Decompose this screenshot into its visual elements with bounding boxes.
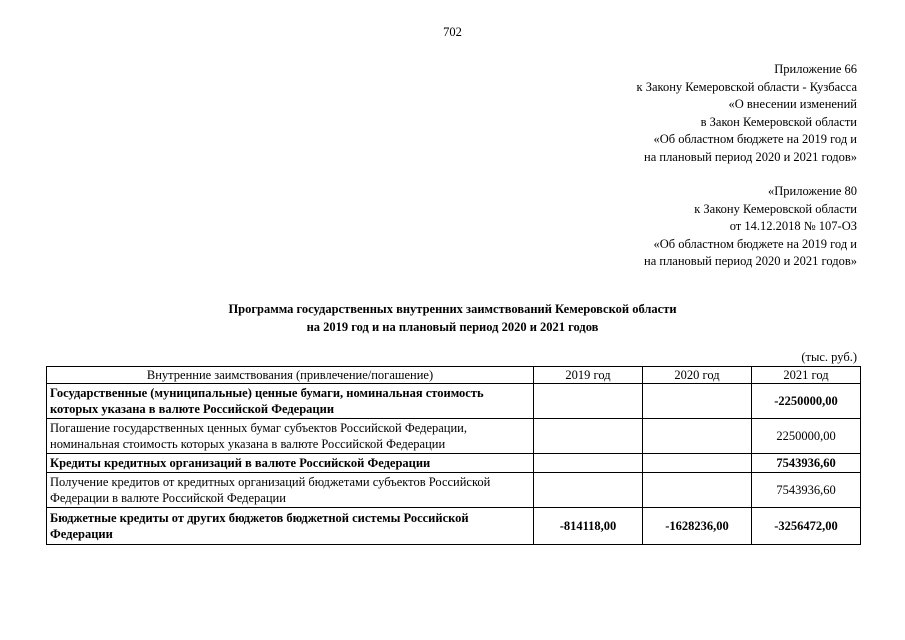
appendix-line: Приложение 66 xyxy=(774,62,857,76)
cell-2021: -2250000,00 xyxy=(752,384,861,419)
appendix-line: «О внесении изменений xyxy=(728,97,857,112)
cell-2020: -1628236,00 xyxy=(643,508,752,545)
appendix-line: к Закону Кемеровской области xyxy=(694,201,857,216)
title-line-1: Программа государственных внутренних заимствований Кемеровской области xyxy=(228,302,677,316)
row-name: Государственные (муниципальные) ценные бумаги, номинальная стоимость которых указана в валюте Российской Федерации xyxy=(47,384,534,419)
appendix-header-original xyxy=(644,183,857,271)
appendix-line: к Закону Кемеровской области - Кузбасса xyxy=(636,79,857,94)
column-header-2019: 2019 год xyxy=(534,367,643,384)
column-header-2020: 2020 год xyxy=(643,367,752,384)
table-row xyxy=(47,384,861,419)
appendix-line: «Об областном бюджете на 2019 год и xyxy=(653,236,857,251)
column-header-2021: 2021 год xyxy=(752,367,861,384)
table-header-row xyxy=(47,367,861,384)
row-name: Бюджетные кредиты от других бюджетов бюджетной системы Российской Федерации xyxy=(47,508,534,545)
cell-2021: -3256472,00 xyxy=(752,508,861,545)
cell-2019: -814118,00 xyxy=(534,508,643,545)
appendix-line: в Закон Кемеровской области xyxy=(700,114,857,129)
row-name: Получение кредитов от кредитных организаций бюджетами субъектов Российской Федерации в валюте Российской Федерации xyxy=(47,473,534,508)
cell-2021: 7543936,60 xyxy=(752,473,861,508)
cell-2020 xyxy=(643,454,752,473)
units-label: (тыс. руб.) xyxy=(801,350,857,364)
cell-2019 xyxy=(534,419,643,454)
cell-2019 xyxy=(534,384,643,419)
page-number: 702 xyxy=(443,25,462,39)
cell-2020 xyxy=(643,384,752,419)
appendix-line: от 14.12.2018 № 107-ОЗ xyxy=(729,219,857,234)
cell-2019 xyxy=(534,454,643,473)
table-row xyxy=(47,473,861,508)
table-row xyxy=(47,419,861,454)
row-name: Погашение государственных ценных бумаг субъектов Российской Федерации, номинальная стоимость которых указана в валюте Российской Федерации xyxy=(47,419,534,454)
title-line-2: на 2019 год и на плановый период 2020 и 2021 годов xyxy=(306,320,599,334)
appendix-header-current xyxy=(637,61,858,167)
appendix-line: на плановый период 2020 и 2021 годов» xyxy=(644,254,857,269)
appendix-line: «Приложение 80 xyxy=(768,184,857,198)
table-row xyxy=(47,508,861,545)
cell-2021: 2250000,00 xyxy=(752,419,861,454)
table-row xyxy=(47,454,861,473)
appendix-line: «Об областном бюджете на 2019 год и xyxy=(653,132,857,147)
row-name: Кредиты кредитных организаций в валюте Российской Федерации xyxy=(47,454,534,473)
document-title xyxy=(0,300,905,336)
cell-2020 xyxy=(643,473,752,508)
column-header-borrowings: Внутренние заимствования (привлечение/погашение) xyxy=(47,367,534,384)
appendix-line: на плановый период 2020 и 2021 годов» xyxy=(644,149,857,164)
borrowings-table xyxy=(46,366,861,545)
cell-2020 xyxy=(643,419,752,454)
cell-2019 xyxy=(534,473,643,508)
cell-2021: 7543936,60 xyxy=(752,454,861,473)
